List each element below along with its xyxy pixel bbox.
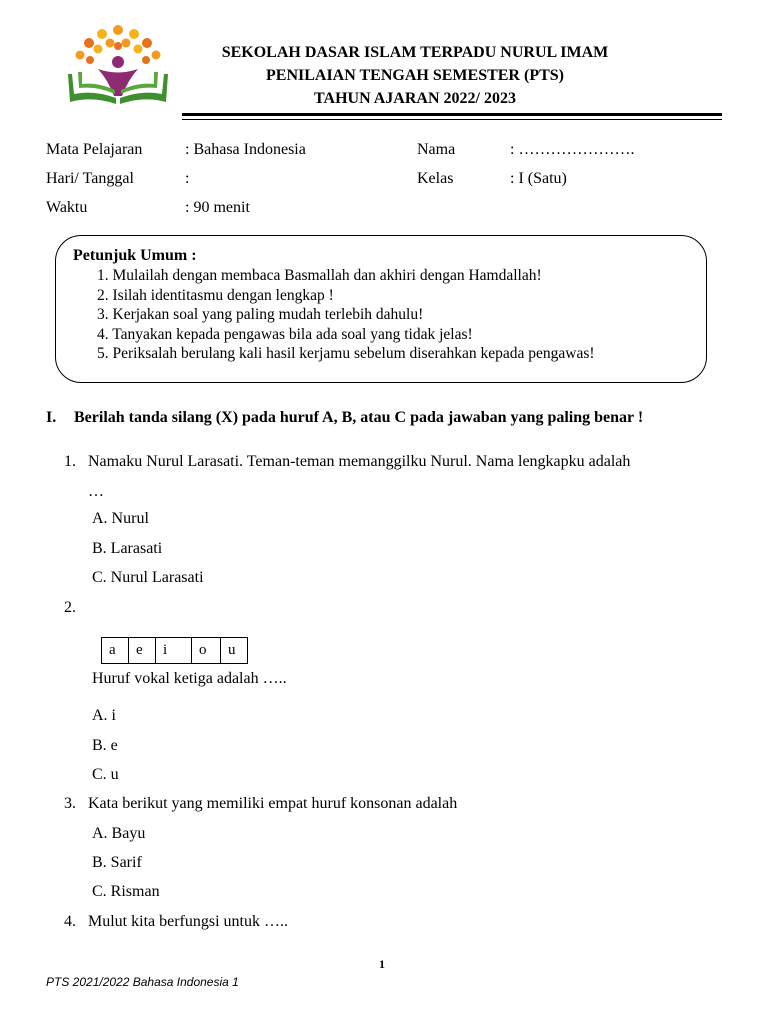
instruction-item: 1. Mulailah dengan membaca Basmallah dan akhiri dengan Hamdallah! xyxy=(97,267,542,284)
vowel-cell: e xyxy=(129,638,156,664)
vowel-table xyxy=(101,637,248,664)
question-4-text: Mulut kita berfungsi untuk ….. xyxy=(88,913,288,930)
question-4-number: 4. xyxy=(64,913,76,930)
name-value: : …………………. xyxy=(510,141,635,158)
question-2-text: Huruf vokal ketiga adalah ….. xyxy=(92,670,287,687)
time-value: : 90 menit xyxy=(185,199,250,216)
instructions-title: Petunjuk Umum : xyxy=(73,247,197,264)
vowel-cell: u xyxy=(221,638,248,664)
question-3-number: 3. xyxy=(64,795,76,812)
section-title: Berilah tanda silang (X) pada huruf A, B, atau C pada jawaban yang paling benar ! xyxy=(74,409,644,426)
question-3-text: Kata berikut yang memiliki empat huruf konsonan adalah xyxy=(88,795,458,812)
question-3-option-b: B. Sarif xyxy=(92,854,142,871)
instruction-item: 3. Kerjakan soal yang paling mudah terlebih dahulu! xyxy=(97,306,424,324)
page-number: 1 xyxy=(379,957,385,971)
day-label: Hari/ Tanggal xyxy=(46,170,134,187)
question-1-text-cont: … xyxy=(88,483,104,500)
footer-text: PTS 2021/2022 Bahasa Indonesia 1 xyxy=(46,975,239,989)
person-figure xyxy=(98,56,138,96)
name-label: Nama xyxy=(417,141,456,158)
question-1-option-a: A. Nurul xyxy=(92,510,149,527)
subject-label: Mata Pelajaran xyxy=(46,141,143,158)
vowel-cell: i xyxy=(156,638,192,664)
academic-year: TAHUN AJARAN 2022/ 2023 xyxy=(314,90,516,107)
question-2-option-c: C. u xyxy=(92,766,119,783)
question-2-option-b: B. e xyxy=(92,737,118,754)
vowel-cell: o xyxy=(192,638,221,664)
question-3-option-a: A. Bayu xyxy=(92,825,146,842)
instruction-item: 4. Tanyakan kepada pengawas bila ada soal yang tidak jelas! xyxy=(97,325,473,343)
question-1-text: Namaku Nurul Larasati. Teman-teman memanggilku Nurul. Nama lengkapku adalah xyxy=(88,453,631,470)
school-logo-icon xyxy=(62,22,174,108)
instructions-list xyxy=(97,266,595,364)
subject-value: : Bahasa Indonesia xyxy=(185,141,306,158)
vowel-cell: a xyxy=(102,638,129,664)
header-divider-thick xyxy=(182,113,722,116)
instruction-item: 2. Isilah identitasmu dengan lengkap ! xyxy=(97,286,334,304)
question-2-option-a: A. i xyxy=(92,707,116,724)
section-number: I. xyxy=(46,409,57,426)
vowel-row xyxy=(102,638,248,664)
header-divider-thin xyxy=(182,119,722,120)
question-1-option-b: B. Larasati xyxy=(92,540,163,557)
day-value: : xyxy=(185,170,190,187)
class-value: : I (Satu) xyxy=(510,170,567,187)
question-1-option-c: C. Nurul Larasati xyxy=(92,569,204,586)
class-label: Kelas xyxy=(417,170,454,187)
time-label: Waktu xyxy=(46,199,88,216)
school-name: SEKOLAH DASAR ISLAM TERPADU NURUL IMAM xyxy=(221,44,609,61)
question-3-option-c: C. Risman xyxy=(92,883,160,900)
instruction-item: 5. Periksalah berulang kali hasil kerjamu sebelum diserahkan kepada pengawas! xyxy=(97,345,595,363)
exam-title: PENILAIAN TENGAH SEMESTER (PTS) xyxy=(266,67,564,84)
question-1-number: 1. xyxy=(64,453,76,470)
question-2-number: 2. xyxy=(64,599,76,616)
